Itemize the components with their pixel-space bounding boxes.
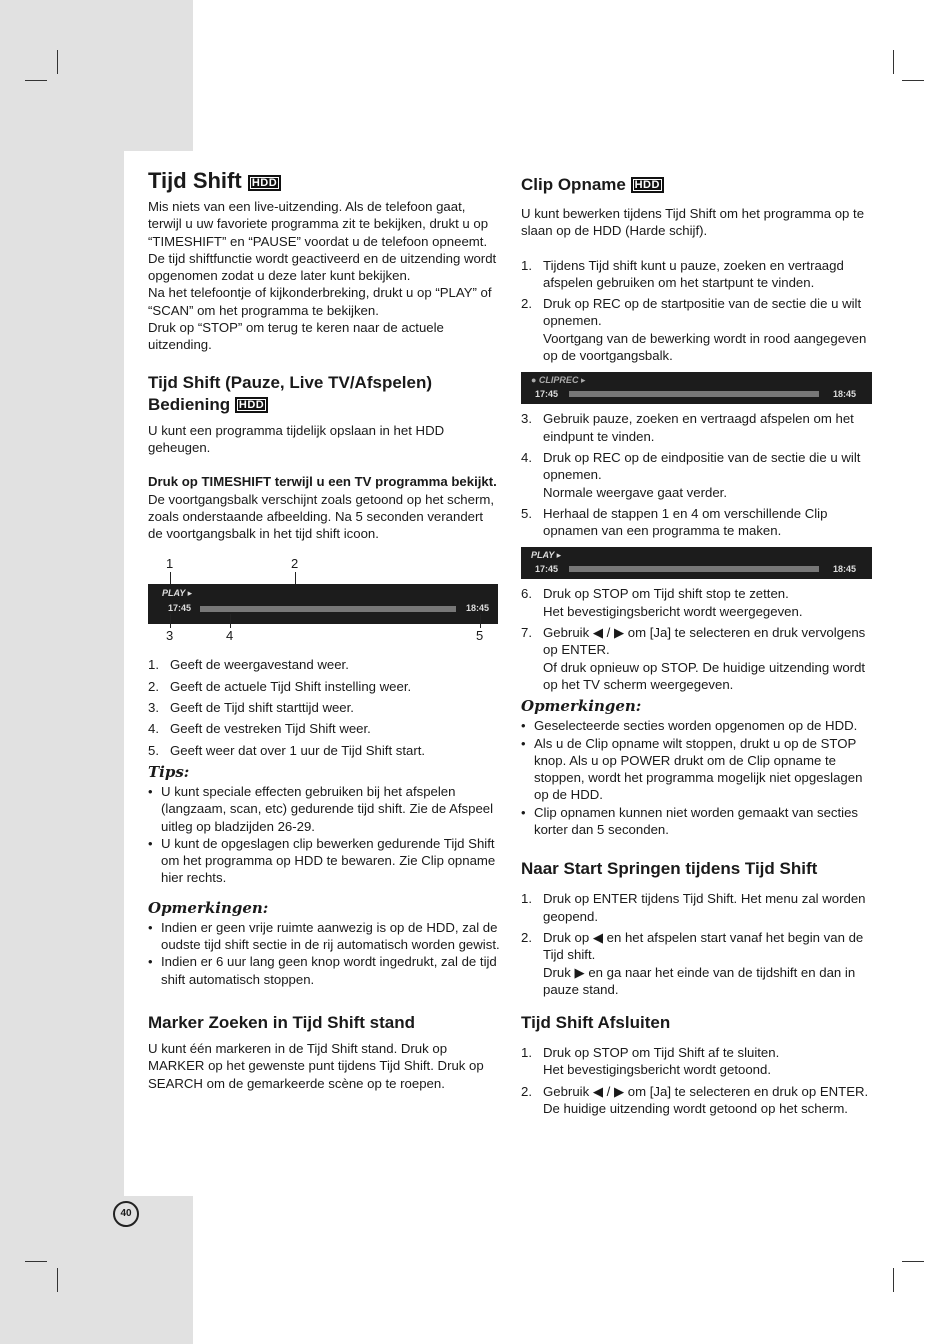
list-item: • Geselecteerde secties worden opgenomen op de HDD. <box>521 717 873 734</box>
list-item: 1. Druk op ENTER tijdens Tijd Shift. Het menu zal worden geopend. <box>521 891 866 924</box>
progress-bar <box>148 584 498 624</box>
callout-5: 5 <box>476 628 484 644</box>
section-bold-text: Druk op TIMESHIFT terwijl u een TV programma bekijkt. <box>148 474 497 490</box>
clip-progress-bar <box>521 372 872 404</box>
section-text: U kunt een programma tijdelijk opslaan in het HDD geheugen. <box>148 422 445 455</box>
notes-list <box>521 717 873 838</box>
callout-line <box>170 614 171 628</box>
callout-2: 2 <box>291 556 299 572</box>
steps-list <box>521 1044 873 1117</box>
callout-line <box>230 614 231 628</box>
list-item: • Clip opnamen kunnen niet worden gemaakt van secties korter dan 5 seconden. <box>521 804 873 839</box>
progress-track <box>569 566 819 572</box>
notes-title: Opmerkingen: <box>521 697 642 716</box>
list-item: 3. Geeft de Tijd shift starttijd weer. <box>148 700 354 716</box>
crop-mark <box>57 1268 58 1292</box>
list-item: 5. Geeft weer dat over 1 uur de Tijd Shift start. <box>148 742 426 758</box>
steps-list <box>521 257 873 365</box>
legend-list <box>148 656 500 758</box>
list-item: 2. Druk op REC op de startpositie van de sectie die u wilt opnemen. Voortgang van de bewerking wordt in rood aangegeven op de voortgangsbalk. <box>521 296 867 364</box>
list-item: 1. Geeft de weergavestand weer. <box>148 657 349 673</box>
section-title: Tijd Shift (Pauze, Live TV/Afspelen) Bediening HDD <box>148 372 433 414</box>
section-title: Tijd Shift Afsluiten <box>521 1013 671 1033</box>
list-item: 1. Tijdens Tijd shift kunt u pauze, zoeken en vertraagd afspelen gebruiken om het startpunt te vinden. <box>521 257 844 290</box>
list-item: 4. Druk op REC op de eindpositie van de sectie die u wilt opnemen. Normale weergave gaat verder. <box>521 449 861 500</box>
section-title: Marker Zoeken in Tijd Shift stand <box>148 1012 416 1032</box>
page-number: 40 <box>113 1201 139 1227</box>
list-item: • Als u de Clip opname wilt stoppen, drukt u op de STOP knop. Als u op POWER drukt om de Clip opname te stoppen, wordt het programma mogelijk niet opgeslagen op de HDD. <box>521 735 873 804</box>
tips-list <box>148 783 500 887</box>
end-time-label: 18:45 <box>833 389 857 400</box>
tips-title: Tips: <box>148 762 190 781</box>
intro-text-2: Na het telefoontje of kijkonderbreking, drukt u op “PLAY” of “SCAN” om het programma te bekijken. <box>148 285 492 318</box>
start-time-label: 17:45 <box>535 389 559 400</box>
section-text: U kunt bewerken tijdens Tijd Shift om het programma op te slaan op de HDD (Harde schijf). <box>521 206 865 239</box>
hdd-badge: HDD <box>631 177 664 193</box>
section-title: Naar Start Springen tijdens Tijd Shift <box>521 859 818 879</box>
section-title: Clip Opname HDD <box>521 174 873 196</box>
list-item: • U kunt de opgeslagen clip bewerken gedurende Tijd Shift om het programma op HDD te bewaren. Zie Clip opname hier rechts. <box>148 835 500 887</box>
right-column <box>521 174 873 1121</box>
callout-1: 1 <box>166 556 174 572</box>
start-time-label: 17:45 <box>535 564 559 575</box>
steps-list <box>521 410 873 539</box>
crop-mark <box>902 1261 924 1262</box>
list-item: 2. Gebruik ◀ / ▶ om [Ja] te selecteren en druk op ENTER. De huidige uitzending wordt getoond op het scherm. <box>521 1083 869 1116</box>
list-item: 4. Geeft de vestreken Tijd Shift weer. <box>148 721 371 737</box>
list-item: 3. Gebruik pauze, zoeken en vertraagd afspelen om het eindpunt te vinden. <box>521 411 854 444</box>
list-item: 7. Gebruik ◀ / ▶ om [Ja] te selecteren en druk vervolgens op ENTER. Of druk opnieuw op STOP. De huidige uitzending wordt op het TV scherm weergegeven. <box>521 625 866 692</box>
play-mode-label: PLAY ▸ <box>162 588 193 599</box>
crop-mark <box>25 80 47 81</box>
list-item: • Indien er geen vrije ruimte aanwezig is op de HDD, zal de oudste tijd shift sectie in de rij automatisch worden gewist. <box>148 919 500 954</box>
list-item: 1. Druk op STOP om Tijd Shift af te sluiten. Het bevestigingsbericht wordt getoond. <box>521 1045 780 1078</box>
list-item: 5. Herhaal de stappen 1 en 4 om verschillende Clip opnamen van een programma te maken. <box>521 505 828 539</box>
list-item: 2. Druk op ◀ en het afspelen start vanaf het begin van de Tijd shift. Druk ▶ en ga naar het einde van de tijdshift en dan in pauze stand. <box>521 929 864 997</box>
page-title: Tijd Shift HDD <box>148 168 500 194</box>
intro-text-3: Druk op “STOP” om terug te keren naar de actuele uitzending. <box>148 320 444 353</box>
hdd-badge: HDD <box>235 397 268 413</box>
section-text: U kunt één markeren in de Tijd Shift stand. Druk op MARKER op het gewenste punt tijdens Tijd Shift. Druk op SEARCH om de gemarkeerde scène op te roepen. <box>148 1040 484 1091</box>
steps-list <box>521 890 873 998</box>
callout-line <box>480 614 481 628</box>
end-time-label: 18:45 <box>833 564 857 575</box>
list-item: 2. Geeft de actuele Tijd Shift instelling weer. <box>148 678 412 694</box>
hdd-badge: HDD <box>248 175 281 191</box>
intro-text: Mis niets van een live-uitzending. Als de telefoon gaat, terwijl u uw favoriete programma zit te bekijken, drukt u op “TIMESHIFT” en “PAUSE” voordat u de telefoon opneemt. De tijd shiftfunctie wordt geactiveerd en de uitzending wordt opgenomen zodat u deze later kunt bekijken. <box>148 199 497 284</box>
progress-diagram <box>148 556 500 644</box>
notes-list <box>148 919 500 988</box>
crop-mark <box>893 1268 894 1292</box>
crop-mark <box>25 1261 47 1262</box>
progress-track <box>200 606 456 612</box>
clip-progress-bar <box>521 547 872 579</box>
callout-4: 4 <box>226 628 234 644</box>
list-item: 6. Druk op STOP om Tijd shift stop te zetten. Het bevestigingsbericht wordt weergegeven. <box>521 586 803 619</box>
play-mode-label: PLAY ▸ <box>531 550 562 561</box>
left-column <box>148 168 500 1092</box>
callout-3: 3 <box>166 628 174 644</box>
section-text-2: De voortgangsbalk verschijnt zoals getoond op het scherm, zoals onderstaande afbeelding. Na 5 seconden verandert de voortgangsbalk in het tijd shift icoon. <box>148 491 494 542</box>
notes-title: Opmerkingen: <box>148 898 269 917</box>
crop-mark <box>902 80 924 81</box>
end-time-label: 18:45 <box>466 603 490 614</box>
progress-track <box>569 391 819 397</box>
crop-mark <box>893 50 894 74</box>
list-item: • U kunt speciale effecten gebruiken bij het afspelen (langzaam, scan, etc) gedurende tijd shift. Zie de Afspeel uitleg op bladzijden 26-29. <box>148 783 500 835</box>
play-mode-label: ● CLIPREC ▸ <box>531 375 586 386</box>
list-item: • Indien er 6 uur lang geen knop wordt ingedrukt, zal de tijd shift automatisch stoppen. <box>148 953 500 988</box>
start-time-label: 17:45 <box>168 603 192 614</box>
steps-list <box>521 585 873 693</box>
crop-mark <box>57 50 58 74</box>
